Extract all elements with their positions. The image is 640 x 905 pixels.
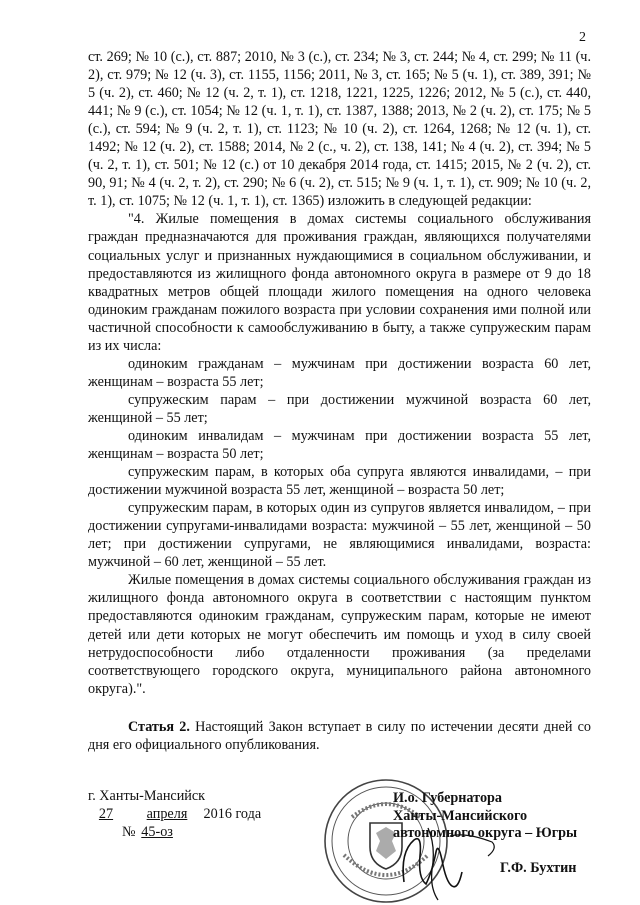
paragraph-housing-conditions: Жилые помещения в домах системы социального обслуживания граждан из жилищного фонда автономного округа в соответствии с настоящим пунктом предоставляются одиноким гражданам, супружеским парам, которые не имеют детей или дети которых не могут обеспечить им помощь и уход в силу своей нетрудоспособности либо отдаленности проживания (за пределами соответствующего городского округа, муниципального района автономного округа).". <box>88 572 591 697</box>
signer-title-1: И.о. Губернатора <box>393 790 503 806</box>
paragraph-married-couples: супружеским парам – при достижении мужчиной возраста 60 лет, женщиной – 55 лет; <box>88 391 591 426</box>
article-2 <box>88 718 591 754</box>
signer-name: Г.Ф. Бухтин <box>500 860 577 876</box>
article-text: Настоящий Закон вступает в силу по истечении десяти дней со дня его официального опубликования. <box>88 718 592 753</box>
signer-block <box>393 790 577 843</box>
signer-title-2: Ханты-Мансийского <box>393 807 528 824</box>
law-number <box>122 824 175 841</box>
paragraph-one-disabled-spouse: супружеским парам, в которых один из супругов является инвалидом, – при достижении супругами-инвалидами возраста: мужчиной – 55 лет, женщиной – 50 лет; при достижении супругами, не являющимися инвалидами, возраста: мужчиной – 60 лет, женщиной – 55 лет. <box>88 500 591 571</box>
signer-title-3: автономного округа – Югры <box>393 825 578 841</box>
number-value: 45-оз <box>141 824 173 840</box>
page-number: 2 <box>579 30 586 45</box>
article-label: Статья 2. <box>128 718 190 735</box>
paragraph-disabled-couples: супружеским парам, в которых оба супруга являются инвалидами, – при достижении мужчиной возраста 55 лет, женщиной – возраста 50 лет; <box>88 464 591 499</box>
paragraph-item-4: "4. Жилые помещения в домах системы социального обслуживания граждан предназначаются для проживания граждан, являющихся получателями социальных услуг и признанных нуждающимися в социальном обслуживании, и предоставляются из жилищного фонда автономного округа в размере от 9 до 18 квадратных метров общей площади жилого помещения на одного человека одиноким гражданам пожилого возраста при условии сохранения ими полной или частичной способности к самообслуживанию в быту, а также супружеским парам из их числа: <box>88 211 591 354</box>
signing-date <box>88 806 261 823</box>
paragraph-single-citizens: одиноким гражданам – мужчинам при достижении возраста 60 лет, женщинам – возраста 55 лет; <box>88 355 591 390</box>
paragraph-single-disabled: одиноким инвалидам – мужчинам при достижении возраста 55 лет, женщинам – возраста 50 лет; <box>88 427 591 463</box>
paragraph-references: ст. 269; № 10 (с.), ст. 887; 2010, № 3 (с.), ст. 234; № 3, ст. 244; № 4, ст. 299; № 11 (ч. 2), ст. 979; № 12 (ч. 3), ст. 1155, 1156; 2011, № 3, ст. 165; № 5 (ч. 1), ст. 389, 391; № 5 (ч. 2), ст. 460; № 12 (ч. 2, т. 1), ст. 1218, 1221, 1225, 1226; 2012, № 5 (с.), ст. 440, 441; № 9 (с.), ст. 1054; № 12 (ч. 1, т. 1), ст. 1387, 1388; 2013, № 2 (ч. 2), ст. 175; № 5 (с.), ст. 594; № 9 (ч. 2, т. 1), ст. 1123; № 10 (ч. 2), ст. 1264, 1268; № 12 (ч. 1), ст. 1492; № 12 (ч. 2), ст. 1588; 2014, № 2 (с., ч. 2), ст. 138, 141; № 4 (ч. 2), ст. 394; № 5 (ч. 2, т. 1), ст. 501; № 12 (с.) от 10 декабря 2014 года, ст. 1415; 2015, № 2 (ч. 2), ст. 90, 91; № 4 (ч. 2, т. 2), ст. 290; № 6 (ч. 2), ст. 515; № 9 (ч. 1, т. 1), ст. 909; № 10 (ч. 2, т. 1), ст. 1075; № 12 (ч. 1, т. 1), ст. 1365) изложить в следующей редакции: <box>88 49 591 210</box>
date-month: апреля <box>146 806 188 822</box>
date-year: 2016 года <box>203 806 262 822</box>
document-body <box>88 48 591 754</box>
place-of-signing: г. Ханты-Мансийск <box>88 788 206 804</box>
date-day: 27 <box>98 806 114 822</box>
number-prefix: № <box>122 824 136 840</box>
